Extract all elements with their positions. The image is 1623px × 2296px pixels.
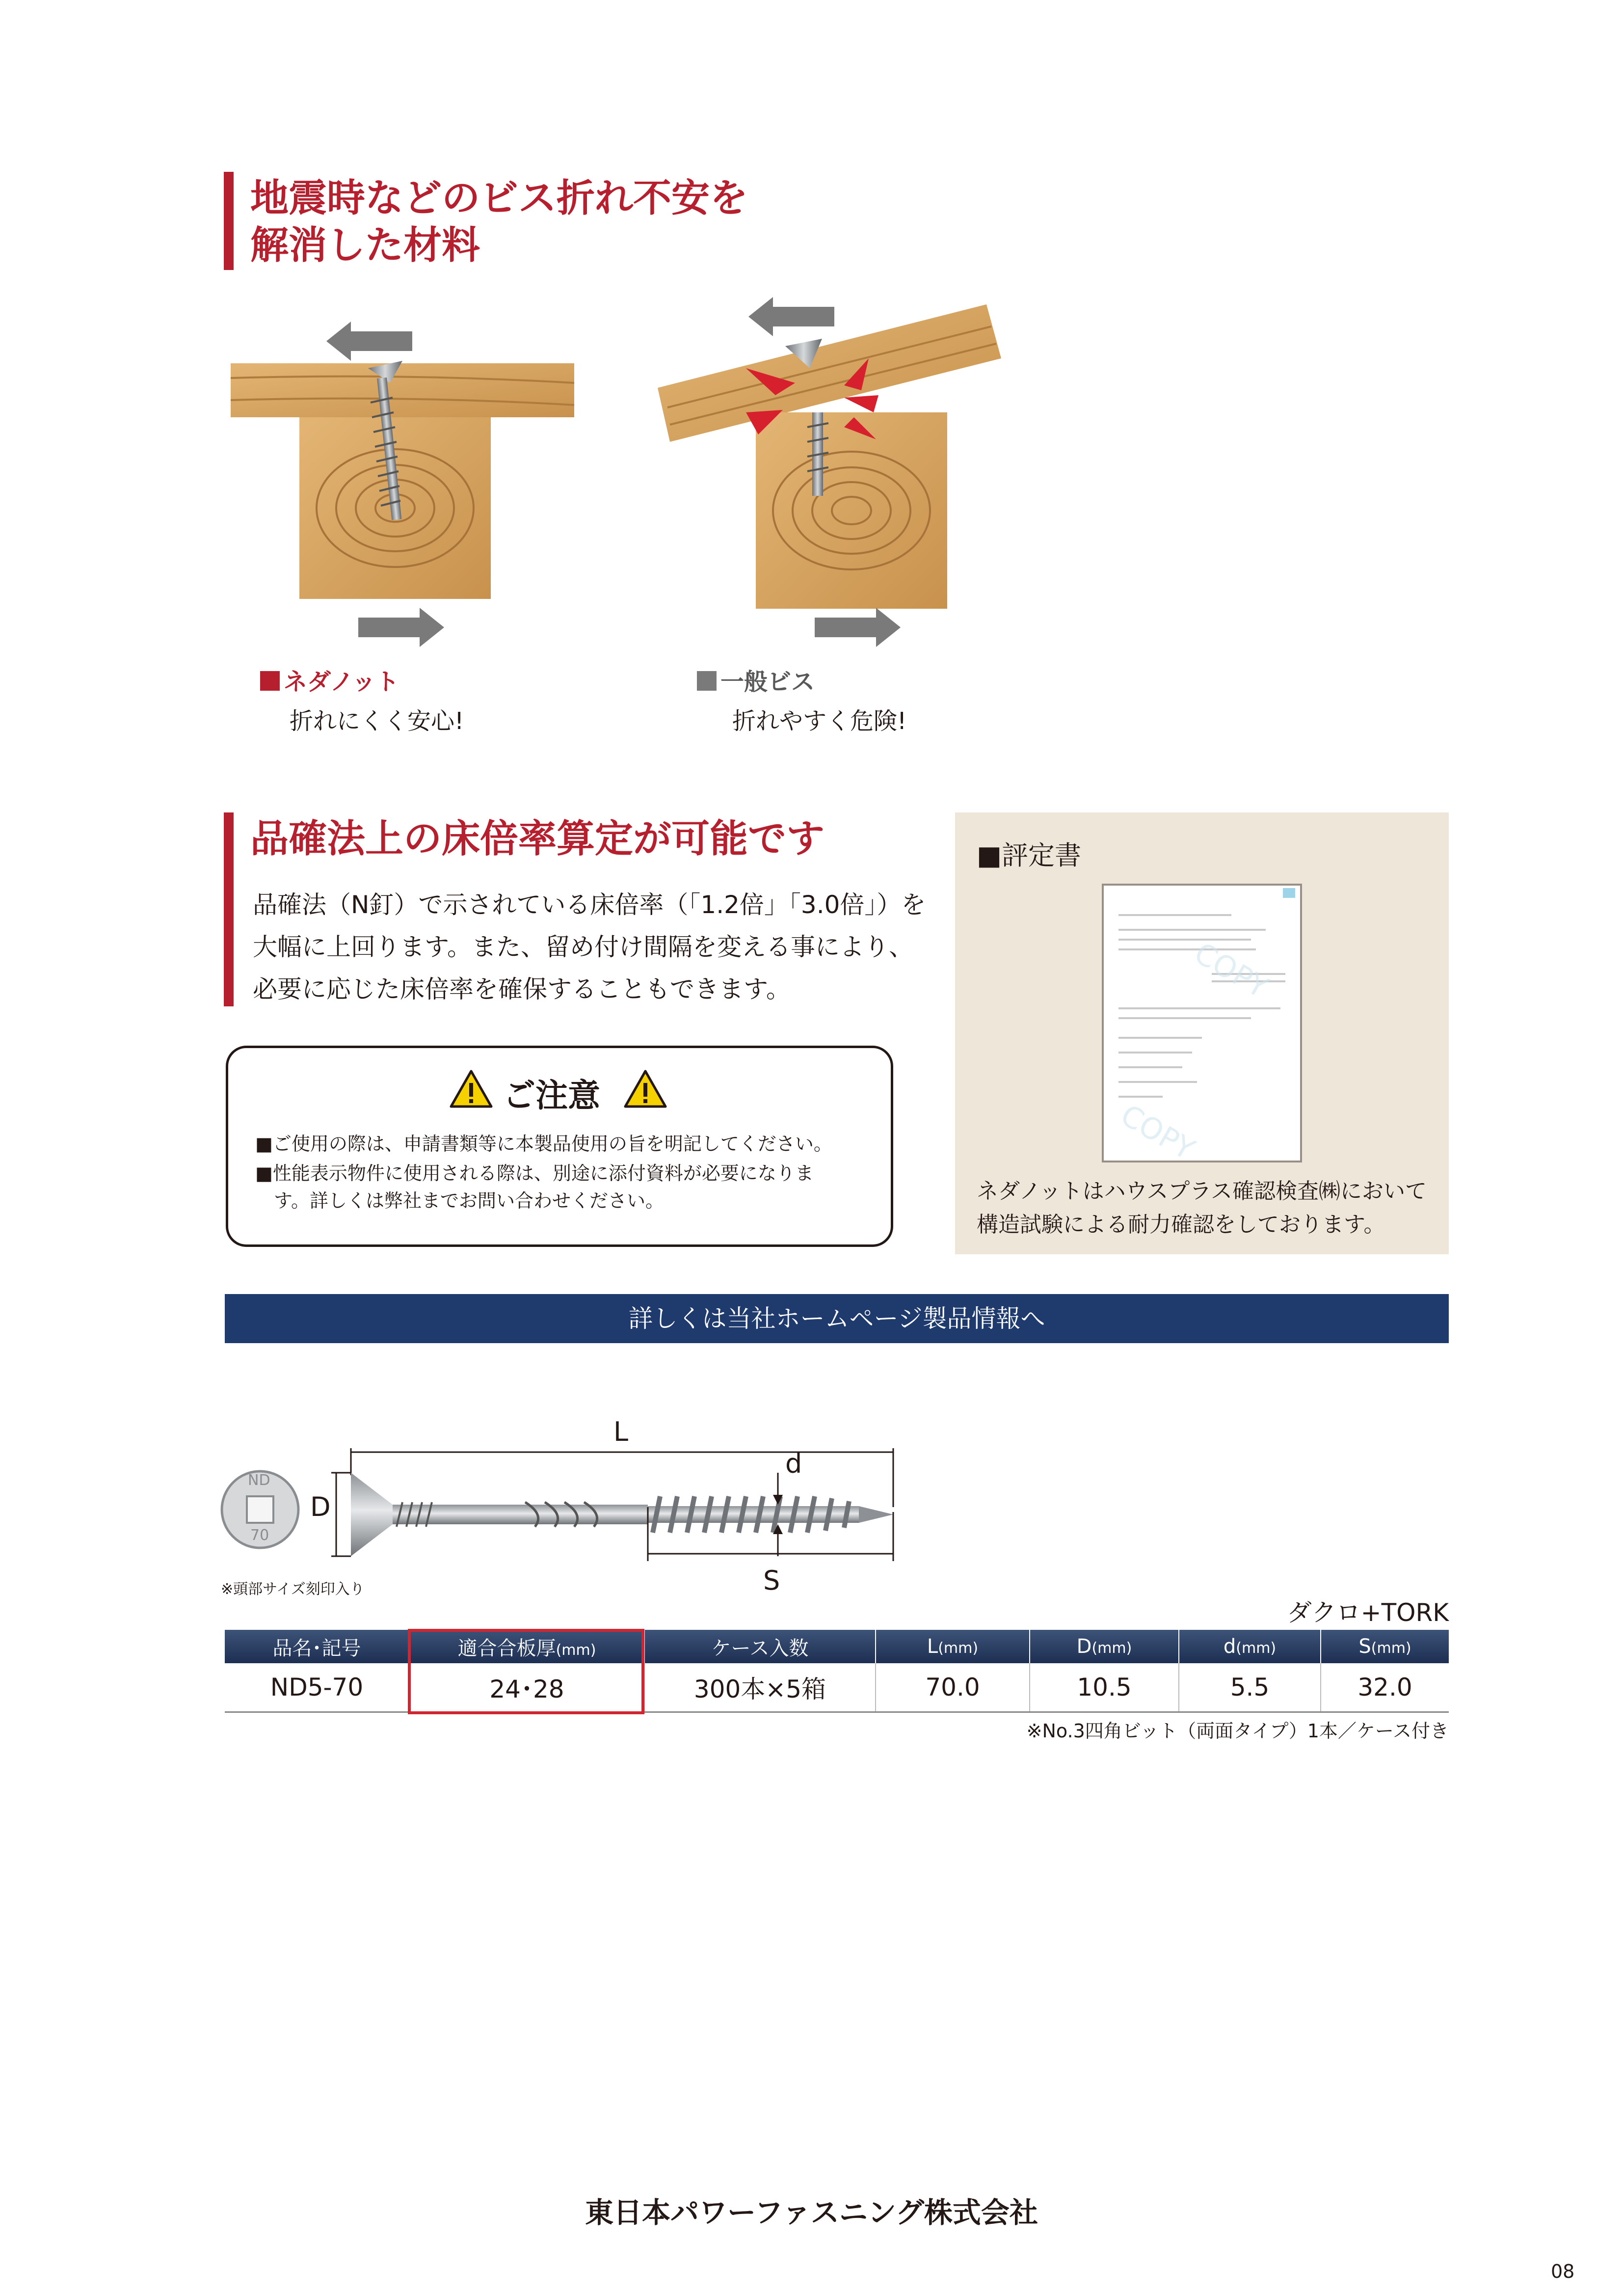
dimension-label-D: D xyxy=(310,1491,331,1522)
header-cell: 適合合板厚(mm) xyxy=(409,1630,644,1663)
cell-L: 70.0 xyxy=(876,1663,1030,1712)
dimension-label-S: S xyxy=(763,1565,780,1596)
header-cell: D(mm) xyxy=(1030,1630,1179,1663)
header-cell: 品名･記号 xyxy=(225,1630,409,1663)
table-note: ※No.3四角ビット（両面タイプ）1本／ケース付き xyxy=(1026,1720,1449,1742)
caution-line-2: ■性能表示物件に使用される際は、別途に添付資料が必要になりま xyxy=(255,1162,814,1184)
svg-text:COPY: COPY xyxy=(1188,936,1274,1005)
dimension-label-d: d xyxy=(785,1448,802,1479)
header-cell: d(mm) xyxy=(1179,1630,1321,1663)
section1-title-line1: 地震時などのビス折れ不安を xyxy=(250,176,748,220)
arrow-left-icon xyxy=(326,322,412,361)
arrow-left-icon xyxy=(748,297,834,336)
caution-line-1: ■ご使用の際は、申請書類等に本製品使用の旨を明記してください。 xyxy=(255,1133,832,1155)
cell-case-quantity: 300本×5箱 xyxy=(644,1663,876,1712)
section2-title: 品確法上の床倍率算定が可能です xyxy=(250,817,825,861)
header-cell: ケース入数 xyxy=(644,1630,876,1663)
warning-icon xyxy=(449,1069,493,1108)
nedanot-illustration xyxy=(221,314,589,658)
finish-label: ダクロ+TORK xyxy=(1287,1598,1449,1627)
cell-product-code: ND5-70 xyxy=(225,1663,409,1712)
header-cell: L(mm) xyxy=(876,1630,1030,1663)
certificate-document-image xyxy=(1102,884,1302,1162)
cell-D: 10.5 xyxy=(1030,1663,1179,1712)
cell-plywood-thickness: 24･28 xyxy=(409,1663,644,1712)
arrow-right-icon xyxy=(815,608,901,647)
certificate-caption-line1: ネダノットはハウスプラス確認検査㈱において xyxy=(977,1179,1427,1204)
general-caption-text: 折れやすく危険! xyxy=(732,707,907,735)
highlight-plywood-column xyxy=(408,1629,644,1714)
nedanot-caption-title: ネダノット xyxy=(260,663,399,697)
screw-dimension-diagram xyxy=(314,1438,903,1586)
general-caption-title: 一般ビス xyxy=(697,663,815,697)
nedanot-caption-text: 折れにくく安心! xyxy=(290,707,464,735)
certificate-caption-line2: 構造試験による耐力確認をしております。 xyxy=(977,1212,1385,1237)
caution-title: ご注意 xyxy=(503,1077,600,1114)
section1-title-bar xyxy=(224,172,234,270)
product-info-link-bar[interactable]: 詳しくは当社ホームページ製品情報へ xyxy=(225,1294,1449,1343)
header-cell: S(mm) xyxy=(1321,1630,1449,1663)
cell-S: 32.0 xyxy=(1321,1663,1449,1712)
svg-text:COPY: COPY xyxy=(1115,1098,1200,1161)
page-number: 08 xyxy=(1551,2261,1575,2282)
company-name: 東日本パワーファスニング株式会社 xyxy=(585,2196,1038,2229)
section2-body-line1: 品確法（N釘）で示されている床倍率（「1.2倍」「3.0倍」）を xyxy=(253,891,926,919)
section1-title-line2: 解消した材料 xyxy=(250,223,480,268)
dimension-label-L: L xyxy=(613,1416,629,1447)
head-size-note: ※頭部サイズ刻印入り xyxy=(221,1581,365,1598)
warning-icon xyxy=(623,1069,667,1108)
cell-d: 5.5 xyxy=(1179,1663,1321,1712)
arrow-right-icon xyxy=(358,608,444,647)
caution-line-3: す。詳しくは弊社までお問い合わせください。 xyxy=(255,1190,664,1212)
head-mark-bottom: 70 xyxy=(250,1527,269,1544)
section2-body-line3: 必要に応じた床倍率を確保することもできます。 xyxy=(253,975,791,1003)
general-screw-illustration xyxy=(648,295,1021,658)
certificate-title: ■評定書 xyxy=(977,840,1082,871)
head-mark-top: ND xyxy=(248,1472,270,1489)
section2-title-bar xyxy=(224,812,234,1006)
section2-body-line2: 大幅に上回ります。また、留め付け間隔を変える事により、 xyxy=(253,933,913,961)
